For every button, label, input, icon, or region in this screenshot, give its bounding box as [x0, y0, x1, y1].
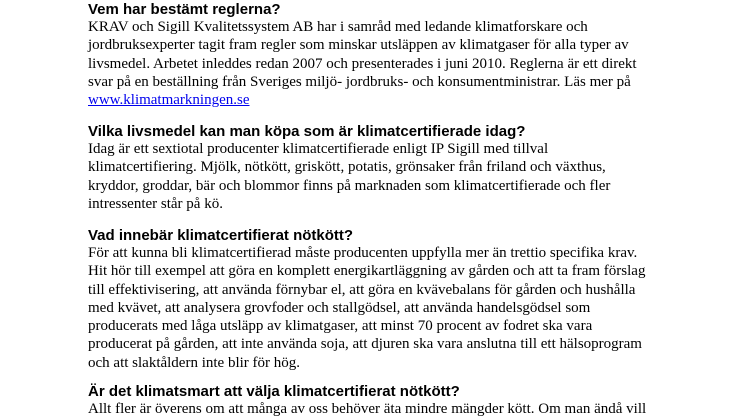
- text-line: till effektivisering, att använda förnybar el, att göra en kvävebalans för gården och hushålla: [88, 281, 636, 298]
- klimatmarkningen-link[interactable]: www.klimatmarkningen.se: [88, 92, 250, 109]
- section-body: [88, 400, 646, 418]
- text-line: producerats med låga utsläpp av klimatgaser, att minst 70 procent av fodret ska vara: [88, 318, 593, 335]
- section-body: [88, 244, 645, 372]
- section-heading: Vem har bestämt reglerna?: [88, 1, 281, 18]
- section-body: [88, 18, 637, 109]
- text-line: Hit hör till exempel att göra en komplett energikartläggning av gården och att ta fram förslag: [88, 263, 646, 280]
- section-body: [88, 140, 610, 213]
- section-certified-beef: [88, 227, 645, 372]
- text-line: kryddor, groddar, bär och blommor finns på marknaden som klimatcertifierade och fler: [88, 177, 611, 194]
- text-line: intressenter står på kö.: [88, 195, 223, 212]
- text-line: jordbruksexperter tagit fram regler som minskar utsläppen av klimatgaser för alla typer av: [88, 37, 629, 54]
- section-heading: Är det klimatsmart att välja klimatcertifierat nötkött?: [88, 383, 460, 400]
- section-who-decided: [88, 1, 637, 109]
- text-line: KRAV och Sigill Kvalitetssystem AB har i samråd med ledande klimatforskare och: [88, 19, 588, 35]
- text-line: Idag är ett sextiotal producenter klimatcertifierade enligt IP Sigill med tillval: [88, 141, 549, 157]
- text-line: svar på en beställning från Sveriges miljö- jordbruks- och konsumentministrar. Läs mer på: [88, 73, 631, 90]
- text-line: livsmedel. Arbetet inleddes redan 2007 och presenterades i juni 2010. Reglerna är ett direkt: [88, 55, 637, 72]
- section-which-foods: [88, 123, 610, 213]
- section-climate-smart: [88, 383, 646, 418]
- link-line: [88, 91, 637, 109]
- text-line: klimatcertifiering. Mjölk, nötkött, griskött, potatis, grönsaker från friland och växthus,: [88, 159, 606, 176]
- text-line: och att slaktåldern inte blir för hög.: [88, 354, 301, 371]
- text-line: Allt fler är överens om att många av oss behöver äta mindre mängder kött. Om man ändå vill: [88, 401, 647, 417]
- text-line: För att kunna bli klimatcertifierad måste producenten uppfylla mer än trettio specifika krav.: [88, 245, 638, 261]
- section-heading: Vad innebär klimatcertifierat nötkött?: [88, 227, 354, 244]
- section-heading: Vilka livsmedel kan man köpa som är klimatcertifierade idag?: [88, 123, 526, 140]
- text-line: med kvävet, att analysera grovfoder och stallgödsel, att använda handelsgödsel som: [88, 299, 591, 316]
- text-line: producerat på gården, att inte använda soja, att djuren ska vara anslutna till ett hälsoprogram: [88, 336, 642, 353]
